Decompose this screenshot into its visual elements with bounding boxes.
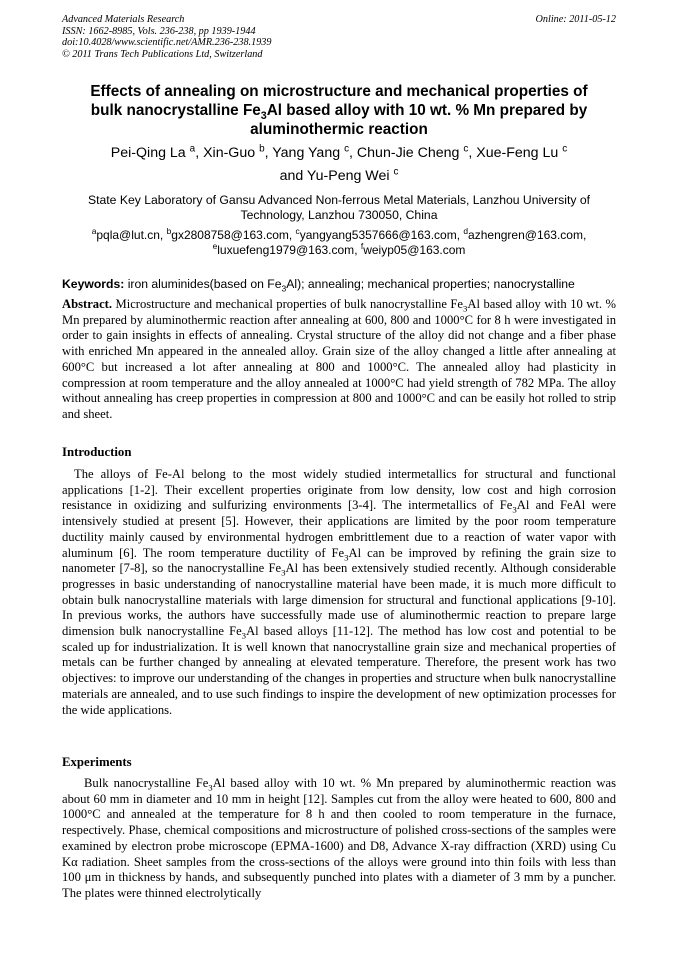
paragraph-text: Al has been extensively studied recently. Although considerable progresses in basic understanding of nanocrystalline material have been made, it is much more difficult to obtain bulk nanocrystalline materials with large dimension for structural and functional applications [9-10]. In previous works, the authors have successfully made use of aluminothermic reaction to prepare large dimension bulk nanocrystalline Fe <box>62 561 617 639</box>
author-line <box>62 142 616 165</box>
email-address: gx2808758@163.com <box>171 228 289 242</box>
email-mark: e <box>212 241 218 251</box>
introduction-heading: Introduction <box>62 445 132 459</box>
introduction-paragraph <box>62 467 616 718</box>
author-name: Yang Yang <box>272 145 341 161</box>
title-line: aluminothermic reaction <box>250 121 428 138</box>
keywords-text: iron aluminides(based on Fe <box>124 277 282 291</box>
affiliation <box>62 193 616 223</box>
email-mark: f <box>360 241 364 251</box>
email-address: luxuefeng1979@163.com <box>217 243 355 257</box>
subscript: 3 <box>463 303 468 314</box>
copyright-line: © 2011 Trans Tech Publications Ltd, Switzerland <box>62 48 263 60</box>
keywords-label: Keywords: <box>62 277 125 291</box>
keywords <box>62 277 616 292</box>
email-address: weiyp05@163.com <box>363 243 466 257</box>
subscript: 3 <box>512 504 517 515</box>
subscript: 3 <box>344 552 349 563</box>
email-line: $^a$pqla@lut.cn, $^b$gx2808758@163.com, $^c$yangyang5357666@163.com, $^d$azhengren@163.com, <box>91 226 587 242</box>
email-mark: a <box>91 226 97 236</box>
paragraph-text: Bulk nanocrystalline Fe <box>84 776 209 790</box>
subscript: 3 <box>241 630 247 641</box>
paragraph-text: Al and FeAl were intensively studied at present [5]. However, their applications are limited by the poor room temperature ductility mainly caused by environmental hydrogen embrittlement due to a reaction of water vapor with aluminum [6]. The room temperature ductility of Fe <box>62 498 616 560</box>
author-mark: c <box>344 143 350 155</box>
author-name: and Yu-Peng Wei <box>279 168 390 184</box>
author-sep: , <box>264 145 273 161</box>
author-mark: b <box>259 143 265 155</box>
author-sep: , <box>349 145 357 161</box>
subscript: 3 <box>281 283 287 294</box>
paragraph-text: Al based alloys [11-12]. The method has low cost and potential to be scaled up for industrialization. It is well known that nanocrystalline grain size and mechanical properties of metals can be further changed by annealing at elevated temperature. Therefore, the present work has two objectives: to improve our understanding of the changes in properties and structure when bulk nanocrystalline materials are annealed, and to use such findings to inspire the development of new optimization processes for the wide applications. <box>62 624 616 717</box>
author-name: Pei-Qing La <box>110 145 186 161</box>
email-mark: b <box>166 226 172 236</box>
email-line: $^e$luxuefeng1979@163.com, $^f$weiyp05@163.com <box>212 241 466 257</box>
author-sep: , <box>468 145 477 161</box>
title-line <box>62 101 616 123</box>
online-date: Online: 2011-05-12 <box>535 14 616 25</box>
author-name: Xue-Feng Lu <box>476 145 559 161</box>
experiments-heading: Experiments <box>62 755 132 769</box>
keywords-text: Al); annealing; mechanical properties; nanocrystalline <box>286 277 575 291</box>
issn-line: ISSN: 1662-8985, Vols. 236-238, pp 1939-1944 <box>62 25 256 37</box>
abstract-text: Microstructure and mechanical properties of bulk nanocrystalline Fe <box>112 297 464 311</box>
email-mark: d <box>463 226 469 236</box>
author-list <box>62 142 616 188</box>
paragraph-text: Al based alloy with 10 wt. % Mn prepared by aluminothermic reaction was about 60 mm in diameter and 10 mm in height [12]. Samples cut from the alloy were heated to 600, 800 and 1000°C and annealed at the temperature for 8 h and then cooled to room temperature in the furnace, respectively. Phase, chemical compositions and microstructure of polished cross-sections of the samples were examined by electron probe microscope (EPMA-1600) and D8, Advance X-ray diffraction (XRD) using Cu Kα radiation. Sheet samples from the cross-sections of the alloys were ground into thin foils with less than 100 μm in thickness by hands, and subsequently punched into plates with a diameter of 3 mm by a puncher. The plates were thinned electrolytically <box>62 776 616 900</box>
email-mark: c <box>295 226 300 236</box>
title-text: Al based alloy with 10 wt. % Mn prepared by <box>266 102 588 119</box>
author-sep: , <box>195 145 204 161</box>
abstract-text: Al based alloy with 10 wt. % Mn prepared by aluminothermic reaction after annealing at 600, 800 and 1000°C for 8 h were investigated in order to gain insights in effects of annealing. Crystal structure of the alloy did not change and a fiber phase with enriched Mn appeared in the annealed alloy. Grain size of the alloy changed a little after annealing at 600°C but increased a lot after annealing at 800 and 1000°C. The annealed alloy had plasticity in compression at room temperature and the alloy annealed at 1000°C had yield strength of 782 MPa. The alloy without annealing has creep properties in compression at 800 and 1000°C and can be easily hot rolled to strip and sheet. <box>62 297 616 421</box>
abstract-label: Abstract. <box>62 297 113 311</box>
email-address: pqla@lut.cn <box>96 228 160 242</box>
author-mark: c <box>562 143 568 155</box>
affiliation-line: Technology, Lanzhou 730050, China <box>240 208 438 222</box>
experiments-paragraph <box>62 776 616 902</box>
journal-header <box>62 14 616 60</box>
email-list <box>62 228 616 258</box>
author-name: Xin-Guo <box>203 145 256 161</box>
abstract <box>62 297 616 423</box>
doi-line: doi:10.4028/www.scientific.net/AMR.236-238.1939 <box>62 37 272 49</box>
paper-title <box>62 82 616 139</box>
subscript: 3 <box>208 782 213 793</box>
email-address: azhengren@163.com <box>468 228 583 242</box>
paragraph-text: The alloys of Fe-Al belong to the most widely studied intermetallics for structural and functional applications [1-2]. Their excellent properties originate from low density, low cost and high corrosion resistance in oxidizing and sulfurizing environments [3-4]. The intermetallics of Fe <box>62 467 616 513</box>
author-name: Chun-Jie Cheng <box>356 145 460 161</box>
journal-name: Advanced Materials Research <box>62 14 185 25</box>
author-mark: a <box>189 143 196 155</box>
affiliation-line: State Key Laboratory of Gansu Advanced Non-ferrous Metal Materials, Lanzhou University of <box>88 193 590 207</box>
subscript: 3 <box>260 110 267 123</box>
author-mark: c <box>463 143 469 155</box>
title-text: bulk nanocrystalline Fe <box>90 102 261 119</box>
subscript: 3 <box>281 567 286 578</box>
author-line <box>62 165 616 188</box>
title-line: Effects of annealing on microstructure and mechanical properties of <box>90 83 588 100</box>
email-address: yangyang5357666@163.com <box>299 228 457 242</box>
paragraph-text: Al can be improved by refining the grain size to nanometer [7-8], so the nanocrystalline Fe <box>62 545 616 576</box>
author-mark: c <box>393 166 399 178</box>
